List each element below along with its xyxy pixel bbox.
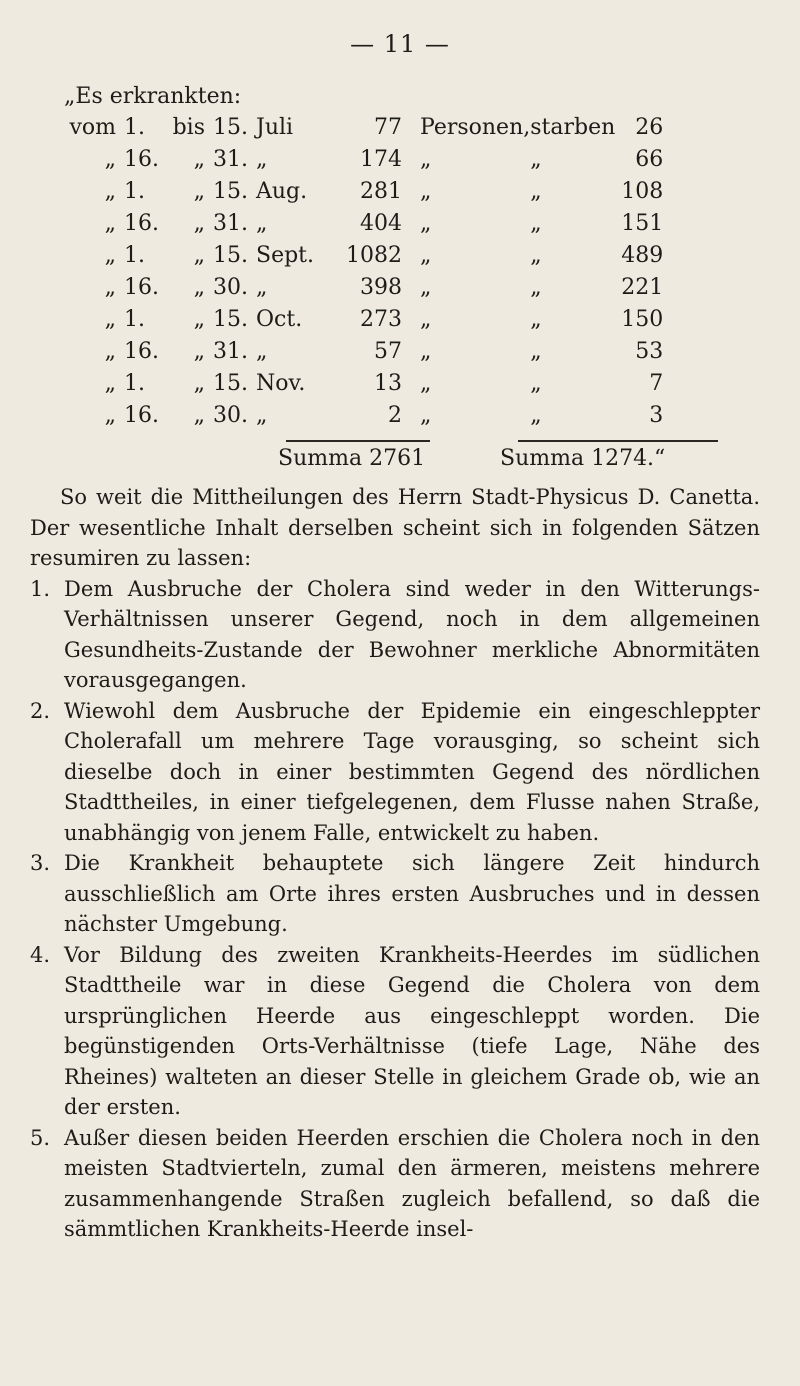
cell-bis: „: [193, 211, 205, 236]
table-row: [64, 336, 663, 368]
cell-count: 404: [360, 211, 402, 236]
cell-unit: „: [420, 307, 432, 332]
table-row: [64, 272, 663, 304]
cell-from: 16.: [124, 339, 159, 364]
cell-ditto2: „: [530, 307, 542, 332]
sum-patients: Summa 2761: [278, 446, 426, 471]
cell-unit: „: [420, 339, 432, 364]
item-number: 1.: [30, 576, 51, 601]
cell-to: 15.: [213, 115, 248, 140]
table-row: [64, 304, 663, 336]
cell-to: 31.: [213, 211, 248, 236]
item-number: 5.: [30, 1125, 51, 1150]
item-number: 2.: [30, 698, 51, 723]
cell-to: 31.: [213, 339, 248, 364]
item-text: Wiewohl dem Ausbruche der Epidemie ein eingeschleppter Cholerafall um mehrere Tage vorausging, so scheint sich dieselbe doch in einer bestimmten Gegend des nördlichen Stadttheiles, in einer tiefgelegenen, dem Flusse nahen Straße, unabhängig von jenem Falle, entwickelt zu haben.: [64, 698, 760, 845]
statistics-table: [64, 112, 663, 432]
cell-count: 77: [374, 115, 402, 140]
table-row: [64, 112, 663, 144]
cell-died: 108: [621, 179, 664, 204]
cell-month: Nov.: [256, 371, 306, 396]
cell-to: 30.: [213, 403, 248, 428]
cell-from: 16.: [124, 403, 159, 428]
cell-died: 489: [621, 243, 664, 268]
cell-month: „: [256, 339, 268, 364]
cell-from: 1.: [124, 179, 145, 204]
body-text: [30, 482, 760, 1245]
sum-rule-right: [518, 440, 718, 442]
cell-pre: „: [104, 403, 116, 428]
cell-month: „: [256, 275, 268, 300]
cell-count: 13: [374, 371, 402, 396]
table-row: [64, 144, 663, 176]
cell-count: 281: [360, 179, 402, 204]
cell-count: 174: [360, 147, 402, 172]
item-text: Vor Bildung des zweiten Krankheits-Heerdes im südlichen Stadttheile war in diese Gegend die Cholera von dem ursprünglichen Heerde aus eingeschleppt worden. Die begünstigenden Orts-Verhältnisse (tiefe Lage, Nähe des Rheines) walteten an dieser Stelle in gleichem Grade ob, wie an der ersten.: [64, 942, 760, 1119]
cell-month: „: [256, 147, 268, 172]
numbered-list: [30, 574, 760, 1245]
cell-ditto2: „: [530, 275, 542, 300]
cell-pre: „: [104, 275, 116, 300]
cell-died: 7: [649, 371, 664, 396]
cell-month: „: [256, 403, 268, 428]
cell-pre: „: [104, 147, 116, 172]
cell-bis: bis: [172, 115, 205, 140]
cell-month: „: [256, 211, 268, 236]
cell-ditto2: „: [530, 403, 542, 428]
cell-ditto2: starben: [530, 115, 616, 140]
cell-month: Sept.: [256, 243, 315, 268]
cell-from: 1.: [124, 115, 145, 140]
cell-count: 398: [360, 275, 402, 300]
cell-unit: „: [420, 147, 432, 172]
item-number: 4.: [30, 942, 51, 967]
table-row: [64, 176, 663, 208]
cell-to: 15.: [213, 243, 248, 268]
cell-bis: „: [193, 371, 205, 396]
cell-bis: „: [193, 147, 205, 172]
cell-died: 221: [621, 275, 664, 300]
table-row: [64, 208, 663, 240]
cell-month: Juli: [256, 115, 294, 140]
cell-unit: „: [420, 243, 432, 268]
list-item: [30, 848, 760, 940]
cell-to: 15.: [213, 307, 248, 332]
cell-bis: „: [193, 339, 205, 364]
sum-deaths: Summa 1274.“: [500, 446, 666, 471]
cell-died: 53: [635, 339, 664, 364]
cell-pre: „: [104, 243, 116, 268]
cell-died: 26: [635, 115, 664, 140]
cell-unit: „: [420, 275, 432, 300]
list-item: [30, 1123, 760, 1245]
cell-bis: „: [193, 275, 205, 300]
cell-to: 15.: [213, 179, 248, 204]
cell-from: 16.: [124, 147, 159, 172]
cell-pre: „: [104, 307, 116, 332]
cell-month: Oct.: [256, 307, 303, 332]
cell-died: 66: [635, 147, 664, 172]
cell-pre: „: [104, 179, 116, 204]
cell-died: 3: [649, 403, 664, 428]
cell-pre: „: [104, 339, 116, 364]
cell-to: 15.: [213, 371, 248, 396]
cell-unit: „: [420, 371, 432, 396]
table-intro: „Es erkrankten:: [64, 84, 242, 109]
item-text: Die Krankheit behauptete sich längere Zeit hindurch ausschließlich am Orte ihres ersten Ausbruches und in dessen nächster Umgebung.: [64, 851, 760, 936]
cell-count: 2: [388, 403, 402, 428]
cell-pre: „: [104, 371, 116, 396]
list-item: [30, 940, 760, 1123]
cell-from: 1.: [124, 371, 145, 396]
cell-unit: „: [420, 179, 432, 204]
cell-month: Aug.: [256, 179, 308, 204]
cell-from: 16.: [124, 211, 159, 236]
cell-unit: „: [420, 403, 432, 428]
table-row: [64, 240, 663, 272]
cell-unit: „: [420, 211, 432, 236]
cell-unit: Personen,: [420, 115, 531, 140]
cell-from: 16.: [124, 275, 159, 300]
cell-pre: vom: [69, 115, 116, 140]
cell-ditto2: „: [530, 179, 542, 204]
cell-ditto2: „: [530, 371, 542, 396]
cell-died: 151: [621, 211, 664, 236]
cell-died: 150: [621, 307, 664, 332]
table-row: [64, 368, 663, 400]
cell-ditto2: „: [530, 339, 542, 364]
cell-count: 57: [374, 339, 402, 364]
table-row: [64, 400, 663, 432]
cell-ditto2: „: [530, 211, 542, 236]
cell-count: 273: [360, 307, 402, 332]
list-item: [30, 696, 760, 849]
item-text: Außer diesen beiden Heerden erschien die Cholera noch in den meisten Stadtvierteln, zumal den ärmeren, meistens mehrere zusammenhangende Straßen zugleich befallend, so daß die sämmtlichen Krankheits-Heerde insel-: [64, 1125, 760, 1241]
intro-paragraph: So weit die Mittheilungen des Herrn Stadt-Physicus D. Canetta. Der wesentliche Inhalt derselben scheint sich in folgenden Sätzen resumiren zu lassen:: [30, 485, 760, 570]
cell-ditto2: „: [530, 243, 542, 268]
cell-to: 30.: [213, 275, 248, 300]
cell-bis: „: [193, 307, 205, 332]
item-text: Dem Ausbruche der Cholera sind weder in den Witterungs-Verhältnissen unserer Gegend, noch in dem allgemeinen Gesundheits-Zustande der Bewohner merkliche Abnormitäten vorausgegangen.: [64, 576, 760, 692]
page-number: — 11 —: [350, 30, 450, 58]
item-number: 3.: [30, 851, 51, 875]
cell-count: 1082: [346, 243, 402, 268]
cell-pre: „: [104, 211, 116, 236]
cell-bis: „: [193, 403, 205, 428]
cell-ditto2: „: [530, 147, 542, 172]
list-item: [30, 574, 760, 696]
sum-rule-left: [286, 440, 430, 442]
cell-bis: „: [193, 179, 205, 204]
cell-to: 31.: [213, 147, 248, 172]
cell-bis: „: [193, 243, 205, 268]
cell-from: 1.: [124, 243, 145, 268]
cell-from: 1.: [124, 307, 145, 332]
